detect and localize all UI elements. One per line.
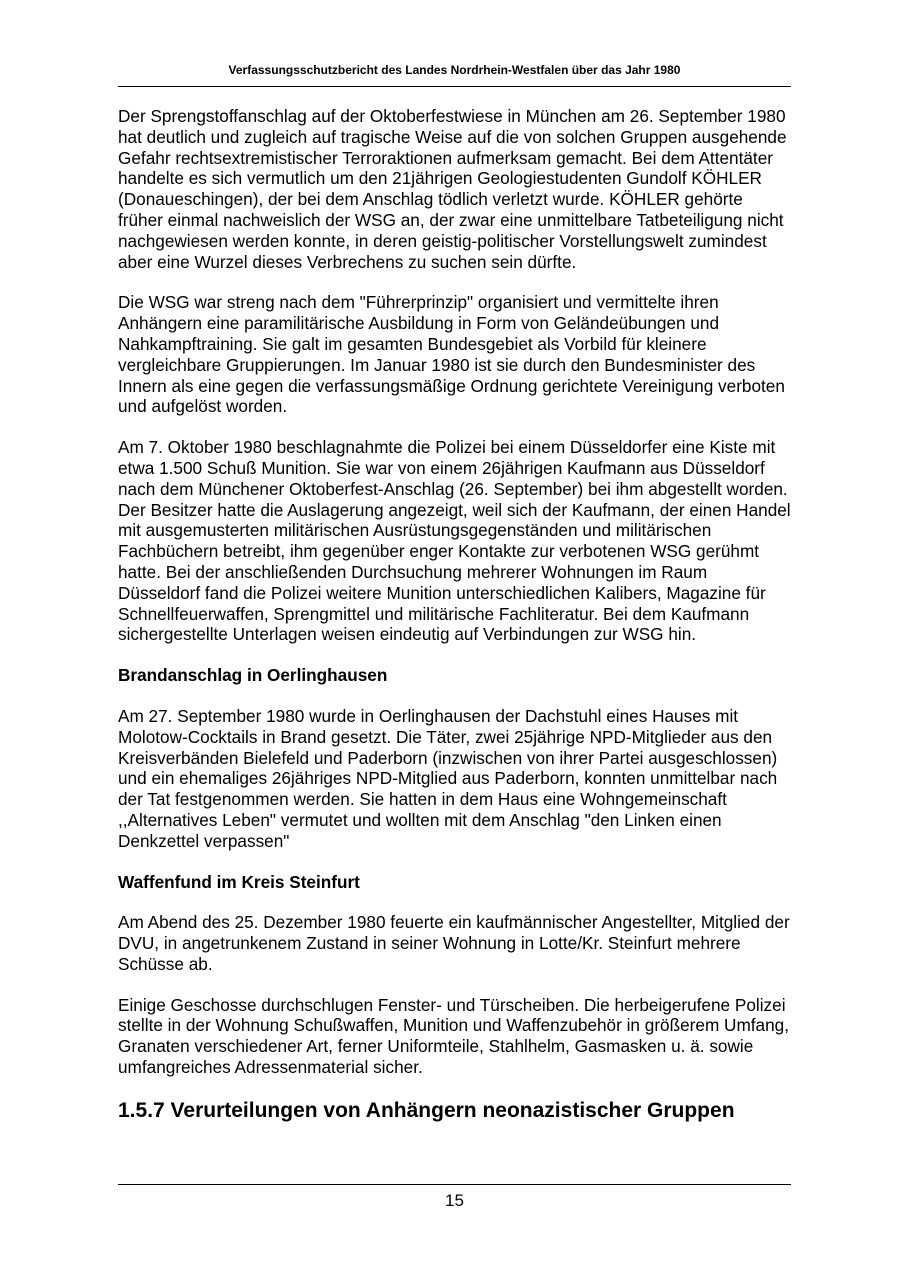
heading-waffenfund: Waffenfund im Kreis Steinfurt [118,871,360,892]
paragraph-oktoberfest-attack: Der Sprengstoffanschlag auf der Oktoberfestwiese in München am 26. September 1980 hat deutlich und zugleich auf tragische Weise auf die von solchen Gruppen ausgehende Gefahr rechtsextremistischer Terroraktionen aufmerksam gemacht. Bei dem Attentäter handelte es sich vermutlich um den 21jährigen Geologiestudenten Gundolf KÖHLER (Donaueschingen), der bei dem Anschlag tödlich verletzt wurde. KÖHLER gehörte früher einmal nachweislich der WSG an, der zwar eine unmittelbare Tatbeteiligung nicht nachgewiesen werden konnte, in deren geistig-politischer Vorstellungswelt zumindest aber eine Wurzel dieses Verbrechens zu suchen sein dürfte. [118,106,787,272]
paragraph-shots-fired: Am Abend des 25. Dezember 1980 feuerte ein kaufmännischer Angestellter, Mitglied der DVU, in angetrunkenem Zustand in seiner Wohnung in Lotte/Kr. Steinfurt mehrere Schüsse ab. [118,912,790,974]
footer-divider [118,1184,791,1185]
running-header: Verfassungsschutzbericht des Landes Nordrhein-Westfalen über das Jahr 1980 [228,63,681,77]
heading-brandanschlag: Brandanschlag in Oerlinghausen [118,665,388,686]
section-heading: 1.5.7 Verurteilungen von Anhängern neonazistischer Gruppen [118,1098,735,1122]
page-body [118,106,791,1124]
paragraph-oerlinghausen: Am 27. September 1980 wurde in Oerlinghausen der Dachstuhl eines Hauses mit Molotow-Cocktails in Brand gesetzt. Die Täter, zwei 25jährige NPD-Mitglieder aus den Kreisverbänden Bielefeld und Paderborn (inzwischen von ihrer Partei ausgeschlossen) und ein ehemaliges 26jähriges NPD-Mitglied aus Paderborn, konnten unmittelbar nach der Tat festgenommen werden. Sie hatten in dem Haus eine Wohngemeinschaft ,,Alternatives Leben" vermutet und wollten mit dem Anschlag "den Linken einen Denkzettel verpassen" [118,705,778,851]
page-number: 15 [445,1191,464,1210]
header-divider [118,86,791,87]
paragraph-munition-seizure: Am 7. Oktober 1980 beschlagnahmte die Polizei bei einem Düsseldorfer eine Kiste mit etwa 1.500 Schuß Munition. Sie war von einem 26jährigen Kaufmann aus Düsseldorf nach dem Münchener Oktoberfest-Anschlag (26. September) bei ihm abgestellt worden. Der Besitzer hatte die Auslagerung angezeigt, weil sich der Kaufmann, der einen Handel mit ausgemusterten militärischen Ausrüstungsgegenständen und militärischen Fachbüchern betreibt, ihm gegenüber enger Kontakte zur verbotenen WSG gerühmt hatte. Bei der anschließenden Durchsuchung mehrerer Wohnungen im Raum Düsseldorf fand die Polizei weitere Munition unterschiedlichen Kalibers, Magazine für Schnellfeuerwaffen, Sprengmittel und militärische Fachliteratur. Bei dem Kaufmann sichergestellte Unterlagen weisen eindeutig auf Verbindungen zur WSG hin. [118,437,791,645]
paragraph-weapons-found: Einige Geschosse durchschlugen Fenster- und Türscheiben. Die herbeigerufene Polizei stellte in der Wohnung Schußwaffen, Munition und Waffenzubehör in größerem Umfang, Granaten verschiedener Art, ferner Uniformteile, Stahlhelm, Gasmasken u. ä. sowie umfangreiches Adressenmaterial sicher. [118,994,789,1078]
paragraph-wsg-organization: Die WSG war streng nach dem "Führerprinzip" organisiert und vermittelte ihren Anhängern eine paramilitärische Ausbildung in Form von Geländeübungen und Nahkampftraining. Sie galt im gesamten Bundesgebiet als Vorbild für kleinere vergleichbare Gruppierungen. Im Januar 1980 ist sie durch den Bundesminister des Innern als eine gegen die verfassungsmäßige Ordnung gerichtete Vereinigung verboten und aufgelöst worden. [118,292,785,417]
